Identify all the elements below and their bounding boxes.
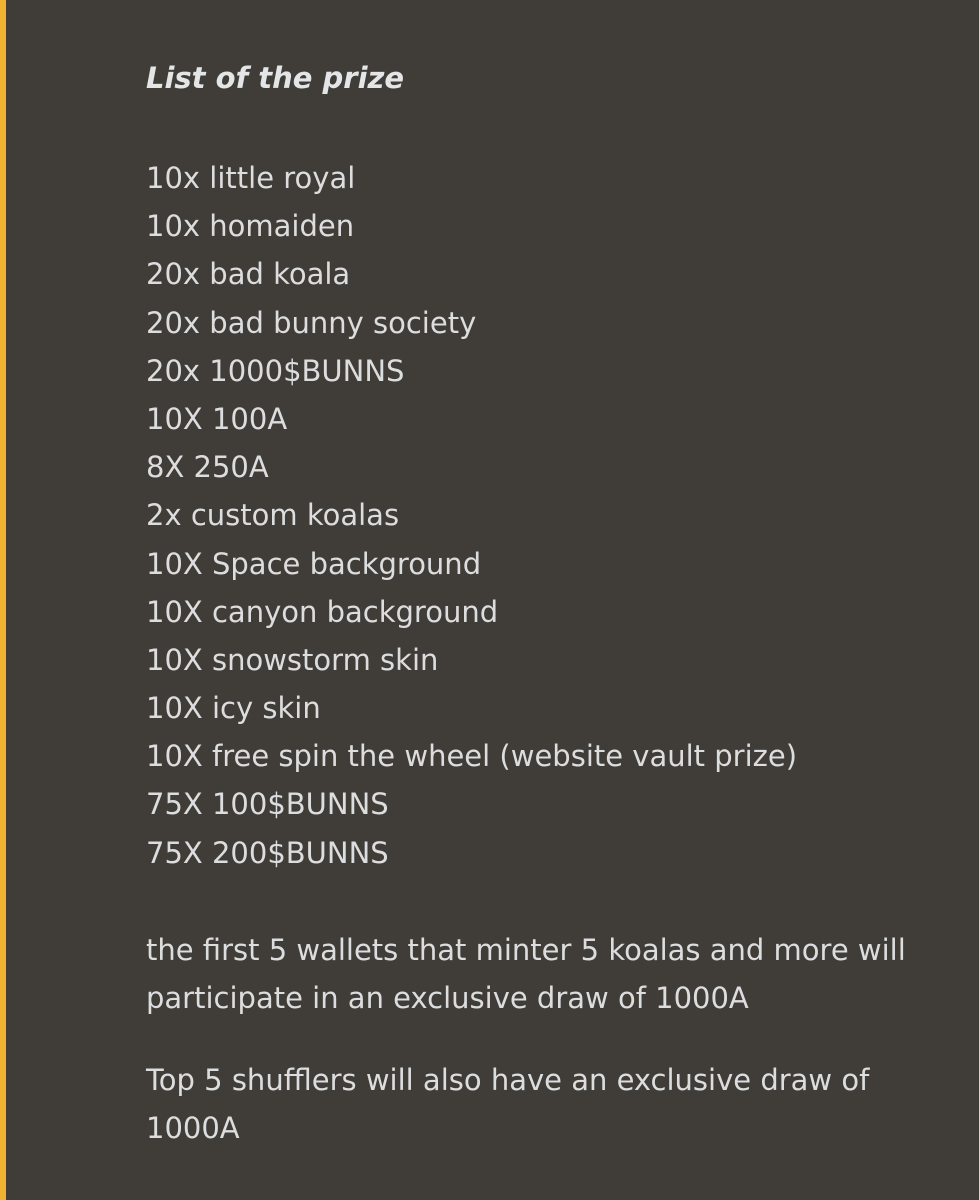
prize-item: 20x bad bunny society — [146, 305, 477, 340]
prize-item: 8X 250A — [146, 450, 269, 485]
prize-item: 20x 1000$BUNNS — [146, 353, 405, 388]
minters-draw-note: the first 5 wallets that minter 5 koalas and more will participate in an exclusive draw of 1000A — [146, 932, 906, 1015]
prize-item: 2x custom koalas — [146, 498, 400, 533]
prize-item: 20x bad koala — [146, 257, 351, 292]
prize-item: 10X icy skin — [146, 691, 321, 726]
embed-accent-bar — [0, 0, 6, 1200]
prize-item: 10x homaiden — [146, 209, 355, 244]
prize-item: 10X snowstorm skin — [146, 642, 439, 677]
prize-list — [146, 154, 946, 877]
prize-item: 10X 100A — [146, 401, 288, 436]
prize-item: 75X 200$BUNNS — [146, 835, 389, 870]
prize-item: 75X 100$BUNNS — [146, 787, 389, 822]
prize-item: 10X canyon background — [146, 594, 499, 629]
prize-item: 10x little royal — [146, 161, 356, 195]
prize-item: 10X Space background — [146, 546, 482, 581]
prize-list-heading: List of the prize — [146, 61, 405, 95]
shufflers-draw-note: Top 5 shufflers will also have an exclusive draw of 1000A — [146, 1062, 870, 1145]
message-content — [146, 58, 946, 1152]
prize-item: 10X free spin the wheel (website vault prize) — [146, 739, 798, 774]
